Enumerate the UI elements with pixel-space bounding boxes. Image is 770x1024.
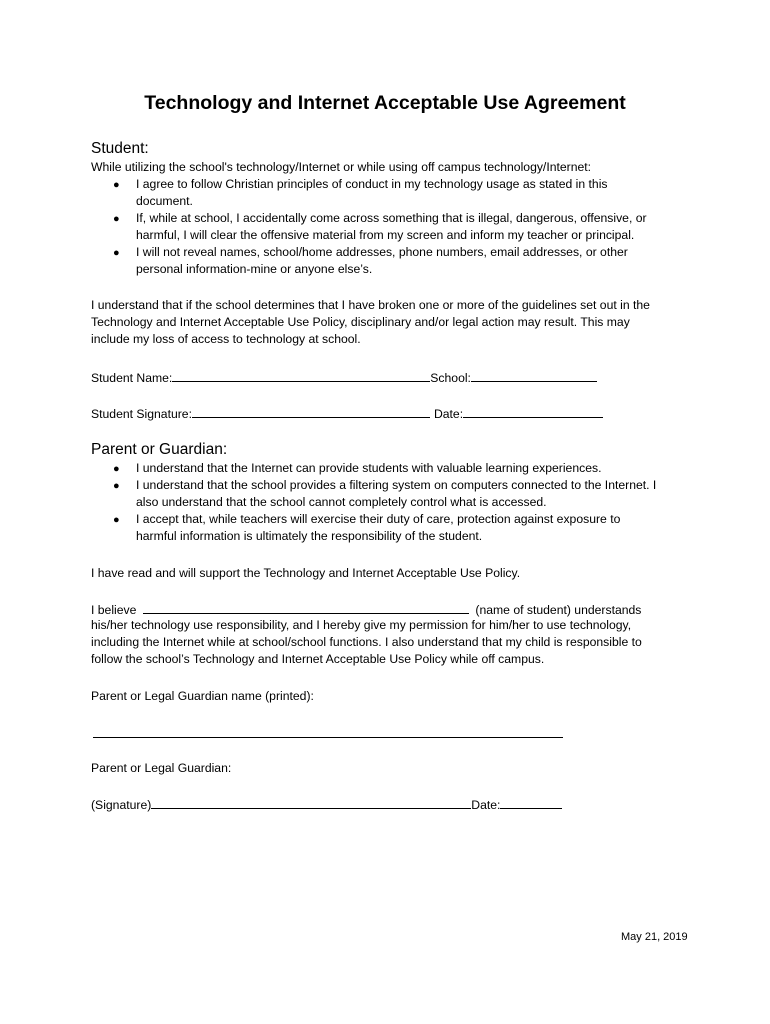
student-paragraph-line-3: include my loss of access to technology at school. [91, 332, 361, 346]
student-name-label: Student Name: [91, 371, 173, 385]
printed-name-field[interactable] [93, 737, 563, 738]
student-paragraph-line-1: I understand that if the school determines that I have broken one or more of the guidelines set out in the [91, 298, 650, 312]
student-name-blank[interactable] [143, 600, 469, 614]
student-intro: While utilizing the school's technology/Internet or while using off campus technology/Internet: [91, 160, 592, 174]
student-bullet-2-line-1: If, while at school, I accidentally come across something that is illegal, dangerous, offensive, or [136, 211, 647, 225]
school-field[interactable] [471, 368, 597, 382]
believe-end: (name of student) understands [475, 603, 642, 617]
believe-start: I believe [91, 603, 137, 617]
student-name-field[interactable] [172, 368, 430, 382]
printed-name-label: Parent or Legal Guardian name (printed): [91, 689, 314, 703]
parent-bullet-1-line-1: I understand that the Internet can provide students with valuable learning experiences. [136, 461, 602, 475]
bullet-icon: ● [113, 514, 120, 526]
bullet-icon: ● [113, 247, 120, 259]
guardian-signature-row [91, 795, 562, 814]
parent-bullet-2-line-1: I understand that the school provides a filtering system on computers connected to the Internet. I [136, 478, 657, 492]
guardian-signature-field[interactable] [151, 795, 471, 809]
school-label: School: [430, 371, 471, 385]
student-date-label: Date: [433, 407, 464, 421]
parent-heading: Parent or Guardian: [91, 441, 228, 458]
student-heading: Student: [91, 140, 149, 157]
parent-bullet-2-line-2: also understand that the school cannot completely control what is accessed. [136, 495, 547, 509]
guardian-date-label: Date: [471, 798, 501, 812]
guardian-date-field[interactable] [500, 795, 562, 809]
student-signature-field[interactable] [192, 404, 430, 418]
student-signature-row [91, 404, 603, 423]
parent-bullet-3-line-2: harmful information is ultimately the responsibility of the student. [136, 529, 483, 543]
parent-support-line: I have read and will support the Technology and Internet Acceptable Use Policy. [91, 566, 521, 580]
document-title: Technology and Internet Acceptable Use Agreement [144, 92, 626, 114]
student-bullet-1-line-2: document. [136, 194, 193, 208]
believe-line-3: follow the school’s Technology and Internet Acceptable Use Policy while off campus. [91, 652, 545, 666]
parent-bullet-3-line-1: I accept that, while teachers will exercise their duty of care, protection against exposure to [136, 512, 621, 526]
bullet-icon: ● [113, 213, 120, 225]
bullet-icon: ● [113, 463, 120, 475]
student-bullet-1-line-1: I agree to follow Christian principles of conduct in my technology usage as stated in this [136, 177, 608, 191]
student-signature-label: Student Signature: [91, 407, 192, 421]
believe-line-2: including the Internet while at school/school functions. I also understand that my child is responsible to [91, 635, 642, 649]
guardian-label: Parent or Legal Guardian: [91, 761, 232, 775]
student-paragraph-line-2: Technology and Internet Acceptable Use Policy, disciplinary and/or legal action may result. This may [91, 315, 630, 329]
guardian-signature-label: (Signature) [91, 798, 152, 812]
student-bullet-2-line-2: harmful, I will clear the offensive material from my screen and inform my teacher or principal. [136, 228, 635, 242]
bullet-icon: ● [113, 179, 120, 191]
student-bullet-3-line-2: personal information-mine or anyone else’s. [136, 262, 373, 276]
student-name-row [91, 368, 597, 387]
believe-line-1: his/her technology use responsibility, and I hereby give my permission for him/her to use technology, [91, 618, 632, 632]
bullet-icon: ● [113, 480, 120, 492]
student-bullet-3-line-1: I will not reveal names, school/home addresses, phone numbers, email addresses, or other [136, 245, 628, 259]
footer-date: May 21, 2019 [621, 931, 688, 943]
student-date-field[interactable] [463, 404, 603, 418]
